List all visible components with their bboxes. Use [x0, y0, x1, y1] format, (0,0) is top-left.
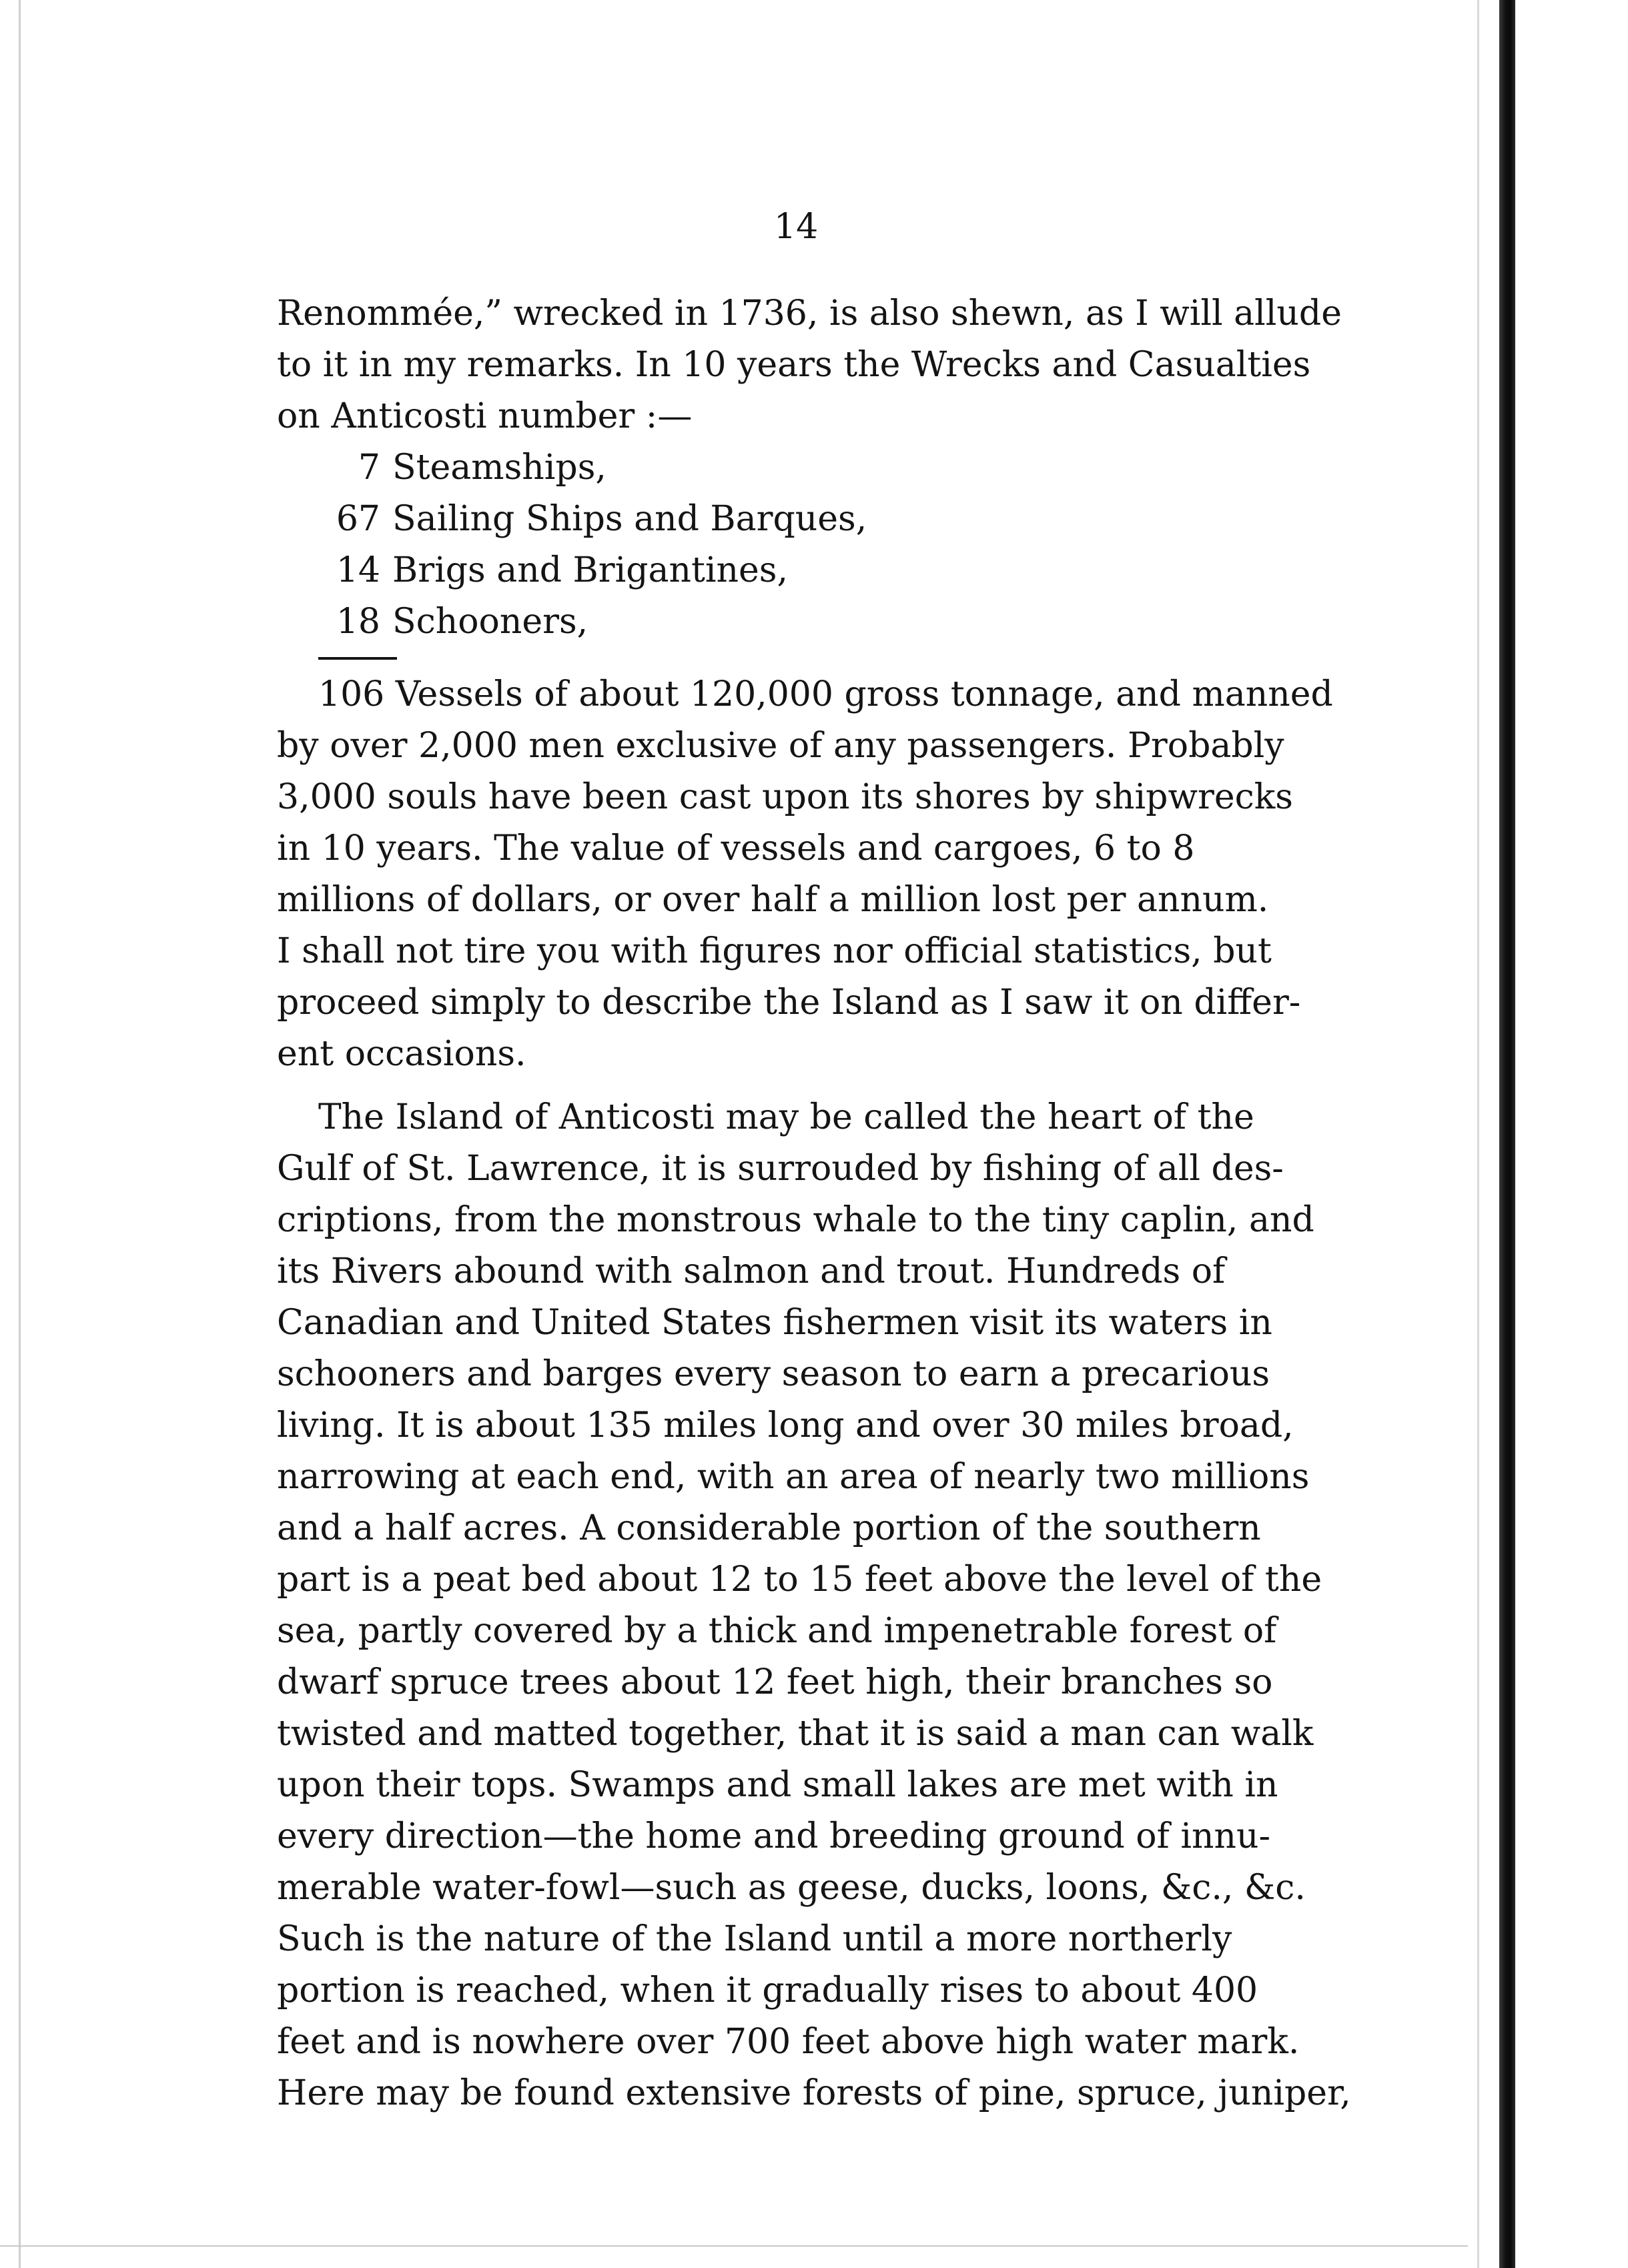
text-line: portion is reached, when it gradually rises to about 400	[277, 1970, 1258, 2011]
text-line: twisted and matted together, that it is said a man can walk	[277, 1714, 1314, 1754]
text-line: sea, partly covered by a thick and impenetrable forest of	[277, 1611, 1277, 1651]
vessel-list	[277, 442, 1358, 648]
vessel-count: 67	[336, 499, 380, 539]
text-line: narrowing at each end, with an area of nearly two millions	[277, 1457, 1310, 1497]
text-line: upon their tops. Swamps and small lakes are met with in	[277, 1765, 1278, 1805]
list-item	[277, 442, 1358, 494]
text-line: millions of dollars, or over half a million lost per annum.	[277, 880, 1269, 920]
paragraph-2	[277, 669, 1358, 1080]
text-line: proceed simply to describe the Island as I saw it on differ-	[277, 983, 1301, 1023]
vessel-count: 18	[336, 602, 380, 642]
vessel-type: Steamships,	[392, 448, 606, 488]
scan-right-margin-line	[1477, 0, 1479, 2268]
text-line: its Rivers abound with salmon and trout. Hundreds of	[277, 1251, 1226, 1291]
text-line: Canadian and United States fishermen visit its waters in	[277, 1303, 1272, 1343]
text-line: Gulf of St. Lawrence, it is surrouded by fishing of all des-	[277, 1149, 1284, 1189]
text-line: schooners and barges every season to earn a precarious	[277, 1354, 1270, 1394]
vessel-type: Sailing Ships and Barques,	[392, 499, 867, 539]
vessel-count: 7	[358, 448, 380, 488]
page-body	[277, 288, 1358, 2119]
paragraph-3	[277, 1092, 1358, 2119]
paragraph-1	[277, 288, 1358, 442]
text-line: I shall not tire you with figures nor official statistics, but	[277, 931, 1272, 971]
text-line: criptions, from the monstrous whale to the tiny caplin, and	[277, 1200, 1314, 1240]
page-number: 14	[774, 207, 819, 247]
paragraph-gap	[277, 1080, 1358, 1092]
text-line: feet and is nowhere over 700 feet above high water mark.	[277, 2022, 1300, 2062]
list-item	[277, 494, 1358, 545]
text-line: Renommée,” wrecked in 1736, is also shewn, as I will allude	[277, 294, 1342, 334]
list-item	[277, 545, 1358, 596]
sum-rule-divider	[318, 657, 397, 660]
text-line: merable water-fowl—such as geese, ducks, loons, &c., &c.	[277, 1868, 1306, 1908]
text-line: Here may be found extensive forests of pine, spruce, juniper,	[277, 2073, 1351, 2113]
scan-right-binding-bar	[1499, 0, 1515, 2268]
text-line: on Anticosti number :—	[277, 396, 693, 436]
text-line: to it in my remarks. In 10 years the Wrecks and Casualties	[277, 345, 1311, 385]
scan-bottom-edge	[0, 2245, 1468, 2247]
text-line: 3,000 souls have been cast upon its shores by shipwrecks	[277, 777, 1293, 817]
vessel-type: Schooners,	[392, 602, 588, 642]
text-line: Such is the nature of the Island until a more northerly	[277, 1919, 1232, 1959]
text-line: part is a peat bed about 12 to 15 feet above the level of the	[277, 1560, 1322, 1600]
text-line: and a half acres. A considerable portion of the southern	[277, 1508, 1261, 1548]
vessel-type: Brigs and Brigantines,	[392, 550, 788, 590]
list-item	[277, 596, 1358, 648]
text-line: dwarf spruce trees about 12 feet high, their branches so	[277, 1662, 1273, 1702]
text-line: in 10 years. The value of vessels and cargoes, 6 to 8	[277, 828, 1195, 869]
text-line: The Island of Anticosti may be called the heart of the	[318, 1097, 1254, 1137]
text-line: ent occasions.	[277, 1034, 526, 1074]
vessel-count: 14	[336, 550, 380, 590]
text-line: 106 Vessels of about 120,000 gross tonnage, and manned	[318, 674, 1333, 714]
text-line: by over 2,000 men exclusive of any passengers. Probably	[277, 726, 1284, 766]
text-line: every direction—the home and breeding ground of innu-	[277, 1816, 1271, 1856]
text-line: living. It is about 135 miles long and over 30 miles broad,	[277, 1405, 1294, 1446]
scan-left-edge	[19, 0, 21, 2268]
